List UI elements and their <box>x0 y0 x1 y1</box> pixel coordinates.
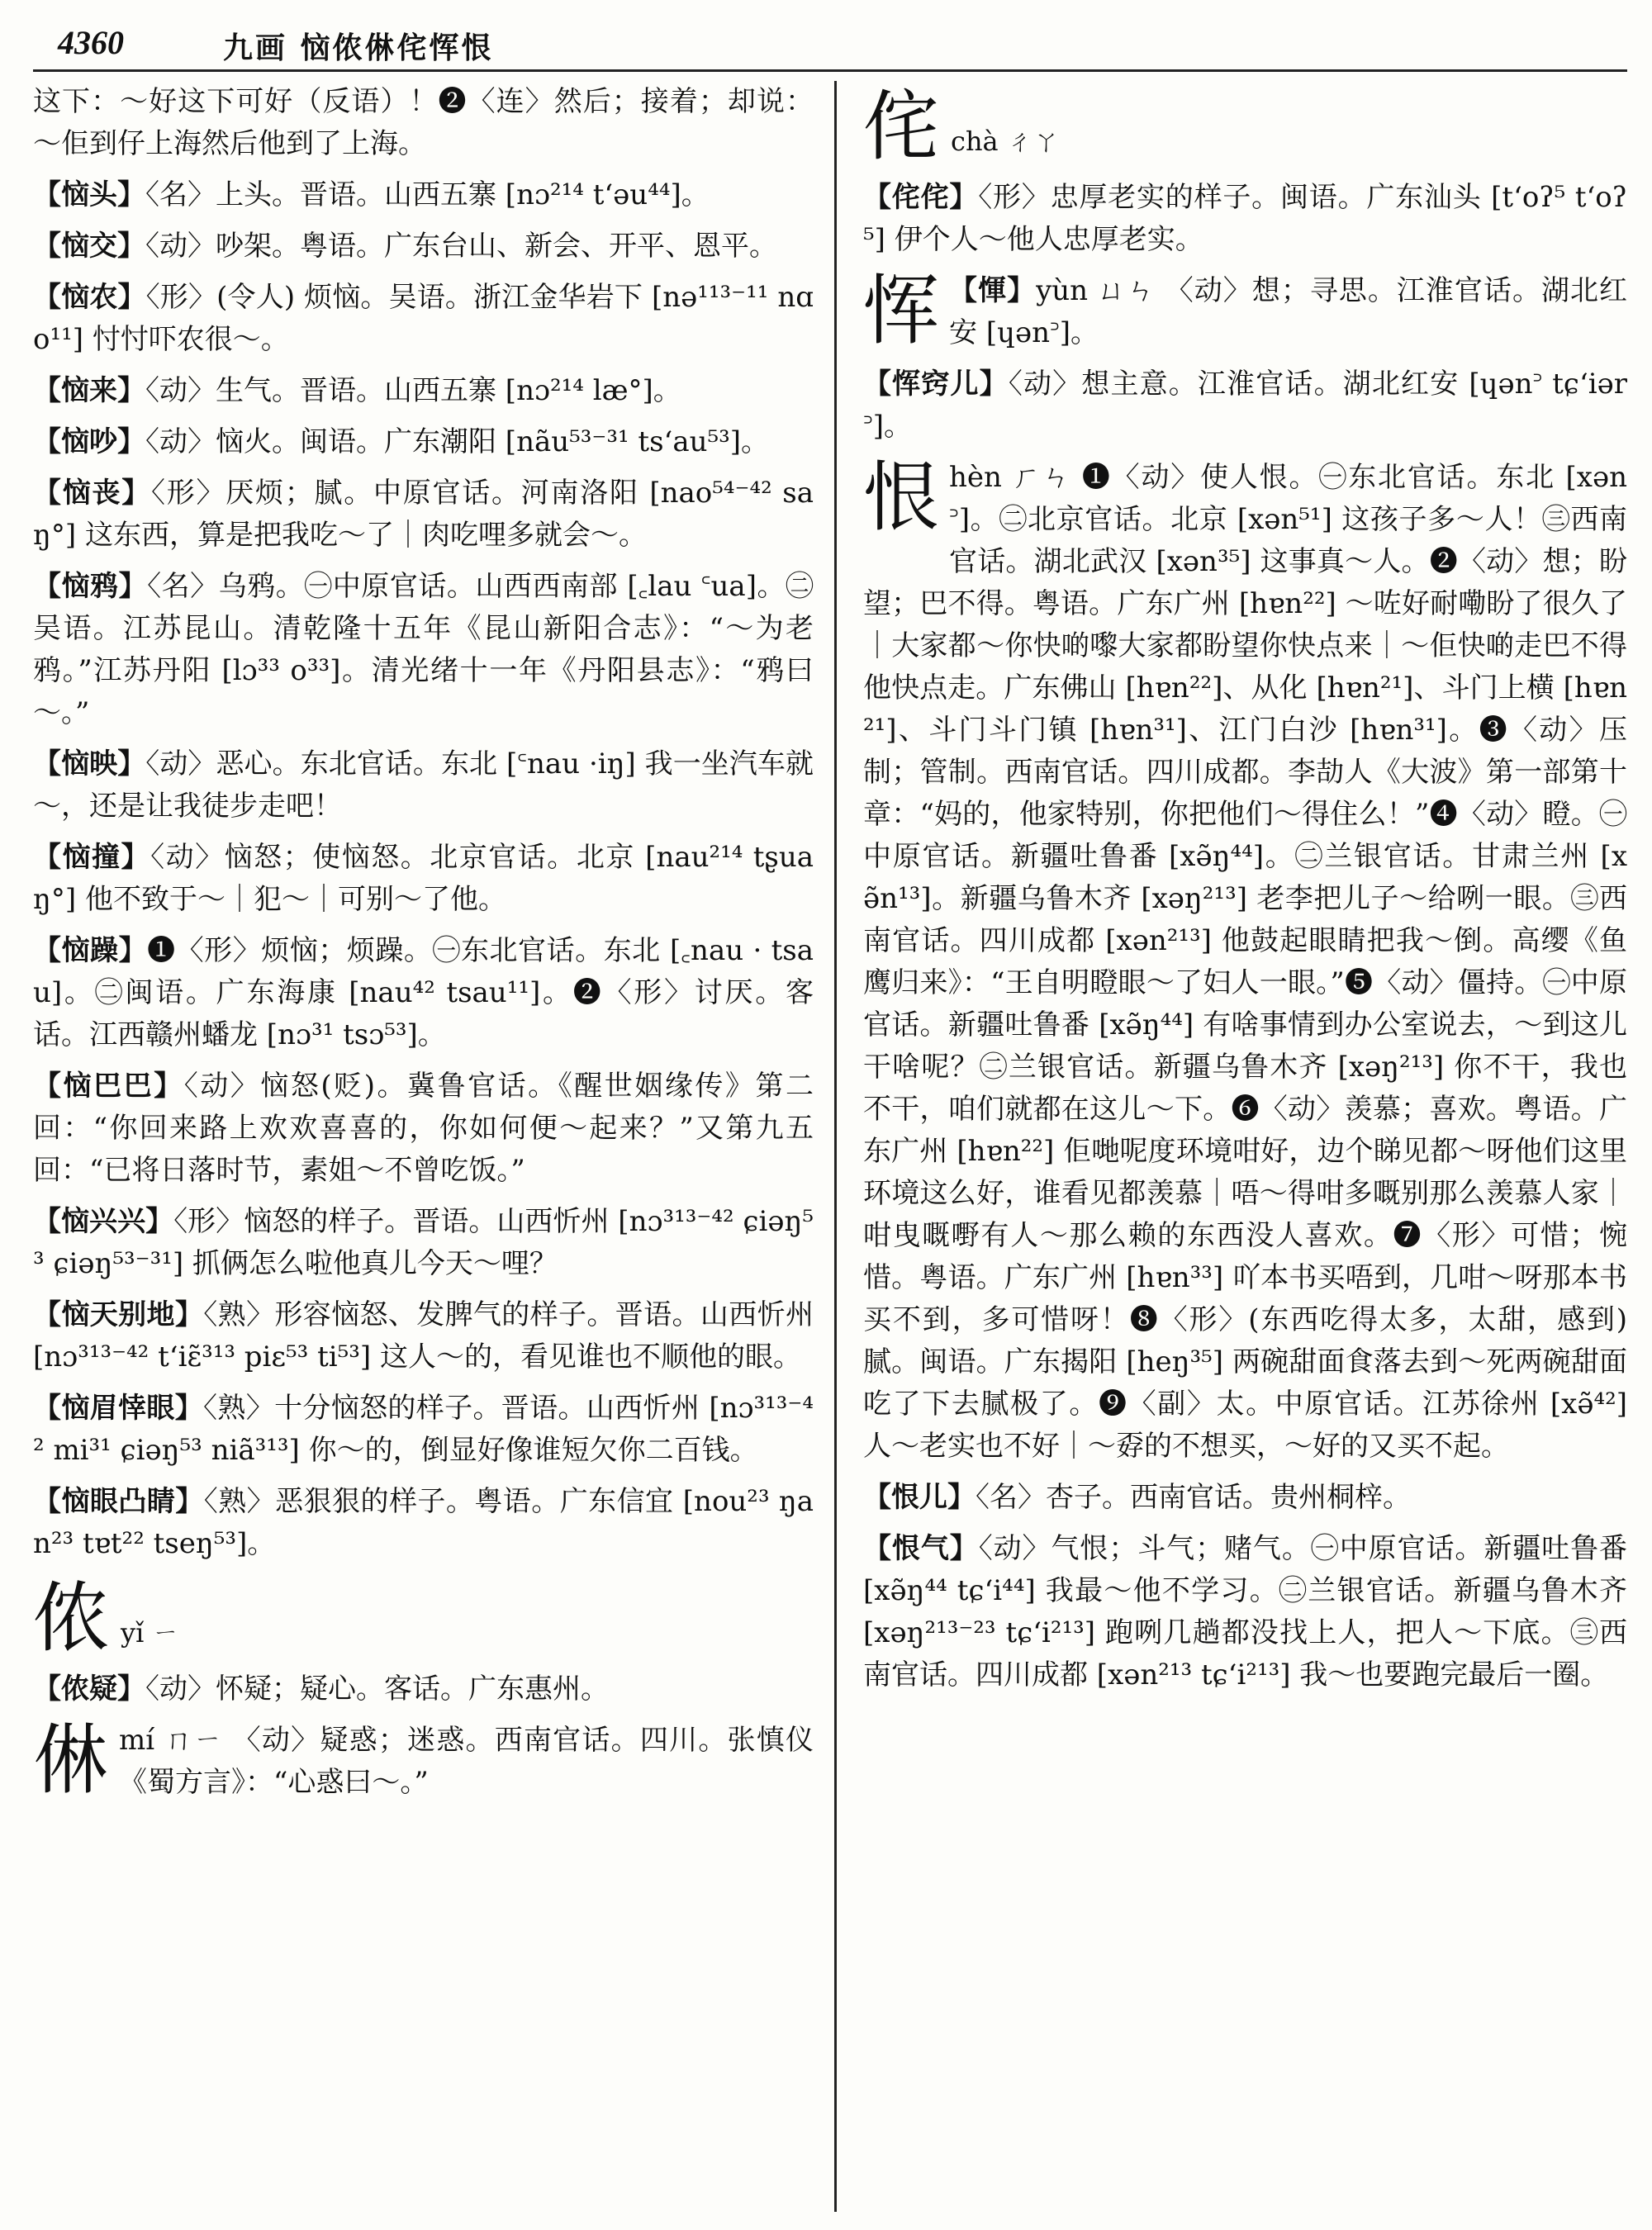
headword: 【恼映】 <box>33 747 146 780</box>
headword: 【恼交】 <box>33 230 145 263</box>
char-heading-nong <box>33 1574 814 1663</box>
headword: 【恼躁】 <box>33 934 148 967</box>
entry: 【恼巴巴】〈动〉恼怒(贬)。冀鲁官话。《醒世姻缘传》第二回：“你回来路上欢欢喜喜的，你如何便～起来？”又第九五回：“已将日落时节，素姐～不曾吃饭。” <box>33 1070 814 1187</box>
head-character: 侬 <box>33 1574 110 1663</box>
definition: hèn ㄏㄣ ❶〈动〉使人恨。㊀东北官话。东北 [xən꜄]。㊁北京官话。北京 [xən⁵¹] 这孩子多～人！㊂西南官话。湖北武汉 [xən³⁵] 这事真～人。❷〈动〉想；盼望；巴不得。粤语。广东广州 [hɐn²²] ～咗好耐嘞盼了很久了｜大家都～你快啲嚟大家都盼望你快点来｜～佢快啲走巴不得他快点走。广东佛山 [hɐn²²]、从化 [hɐn²¹]、斗门上横 [hɐn²¹]、斗门斗门镇 [hɐn³¹]、江门白沙 [hɐn³¹]。❸〈动〉压制；管制。西南官话。四川成都。李劼人《大波》第一部第十章：“妈的，他家特别，你把他们～得住么！”❹〈动〉瞪。㊀中原官话。新疆吐鲁番 [xə̃ŋ⁴⁴]。㊁兰银官话。甘肃兰州 [xə̃n¹³]。新疆乌鲁木齐 [xəŋ²¹³] 老李把儿子～给咧一眼。㊂西南官话。四川成都 [xən²¹³] 他鼓起眼睛把我～倒。高缨《鱼鹰归来》：“王自明瞪眼～了妇人一眼。”❺〈动〉僵持。㊀中原官话。新疆吐鲁番 [xə̃ŋ⁴⁴] 有啥事情到办公室说去，～到这儿干啥呢？㊁兰银官话。新疆乌鲁木齐 [xəŋ²¹³] 你不干，我也不干，咱们就都在这儿～下。❻〈动〉羡慕；喜欢。粤语。广东广州 [hɐn²²] 佢哋呢度环境咁好，边个睇见都～呀他们这里环境这么好，谁看见都羡慕｜唔～得咁多嘅别那么羡慕人家｜咁曳嘅嘢有人～那么赖的东西没人喜欢。❼〈形〉可惜；惋惜。粤语。广东广州 [hɐn³³] 吖本书买唔到，几咁～呀那本书买不到，多可惜呀！❽〈形〉(东西吃得太多，太甜，感到) 腻。闽语。广东揭阳 [heŋ³⁵] 两碗甜面食落去到～死两碗甜面吃了下去腻极了。❾〈副〉太。中原官话。江苏徐州 [xə̃⁴²] 人～老实也不好｜～孬的不想买，～好的又买不起。 <box>863 461 1627 1463</box>
headword: 【恽窍儿】 <box>863 368 1009 401</box>
headword: 【恼头】 <box>33 178 145 211</box>
headword: 【恼吵】 <box>33 425 145 458</box>
header-rule <box>33 69 1627 72</box>
entry: 【恼农】〈形〉(令人) 烦恼。吴语。浙江金华岩下 [nə¹¹³⁻¹¹ nɑo¹¹] 忖忖吓农很～。 <box>33 281 814 356</box>
char-heading-hen <box>863 453 1627 1468</box>
pinyin: chà ㄔㄚ <box>951 126 1060 157</box>
entry: 【恼兴兴】〈形〉恼怒的样子。晋语。山西忻州 [nɔ³¹³⁻⁴² ɕiəŋ⁵³ ɕiəŋ⁵³⁻³¹] 抓俩怎么啦他真儿今天～哩？ <box>33 1205 814 1280</box>
section-title: 九画 恼侬㑣侘恽恨 <box>223 31 494 65</box>
headword: 【恼丧】 <box>33 477 152 510</box>
headword: 【侬疑】 <box>33 1672 145 1706</box>
definition: 【惲】yùn ㄩㄣ 〈动〉想；寻思。江淮官话。湖北红安 [ɥən꜄]。 <box>949 274 1627 349</box>
headword: 【恼鸦】 <box>33 570 148 603</box>
entry: 【恼天别地】〈熟〉形容恼怒、发脾气的样子。晋语。山西忻州 [nɔ³¹³⁻⁴² tʻiɛ̃³¹³ piɛ⁵³ ti⁵³] 这人～的，看见谁也不顺他的眼。 <box>33 1298 814 1374</box>
headword: 【恼巴巴】 <box>33 1070 184 1103</box>
left-column <box>33 81 814 2212</box>
headword: 【恼兴兴】 <box>33 1205 174 1238</box>
entry: 【恨气】〈动〉气恨；斗气；赌气。㊀中原官话。新疆吐鲁番 [xə̃ŋ⁴⁴ tɕʻi⁴⁴] 我最～他不学习。㊁兰银官话。新疆乌鲁木齐 [xəŋ²¹³⁻²³ tɕʻi²¹³] 跑咧几趟都没找上人，把人～下底。㊂西南官话。四川成都 [xən²¹³ tɕʻi²¹³] 我～也要跑完最后一圈。 <box>863 1532 1627 1691</box>
head-character: 侘 <box>863 83 940 171</box>
column-divider <box>834 81 837 2212</box>
headword: 【侘侘】 <box>863 181 979 214</box>
entry: 【恨儿】〈名〉杏子。西南官话。贵州桐梓。 <box>863 1481 1411 1514</box>
headword: 【恼眉悻眼】 <box>33 1392 204 1425</box>
entry: 【恽窍儿】〈动〉想主意。江淮官话。湖北红安 [ɥən꜄ tɕʻiər꜄]。 <box>863 368 1627 443</box>
entry: 【侘侘】〈形〉忠厚老实的样子。闽语。广东汕头 [tʻoʔ⁵ tʻoʔ⁵] 伊个人～他人忠厚老实。 <box>863 181 1627 256</box>
entry: 【恼眉悻眼】〈熟〉十分恼怒的样子。晋语。山西忻州 [nɔ³¹³⁻⁴² mi³¹ ɕiəŋ⁵³ niã³¹³] 你～的，倒显好像谁短欠你二百钱。 <box>33 1392 814 1467</box>
char-heading-mi <box>33 1716 814 1805</box>
definition: 〈动〉疑惑；迷惑。西南官话。四川。张慎仪《蜀方言》：“心惑曰～。” <box>119 1724 814 1799</box>
entry: 【恼交】〈动〉吵架。粤语。广东台山、新会、开平、恩平。 <box>33 230 777 263</box>
pinyin: mí ㄇㄧ <box>119 1724 223 1757</box>
headword: 【恨气】 <box>863 1532 979 1565</box>
headword: 【惲】 <box>949 274 1037 307</box>
entry: 【恼鸦】〈名〉乌鸦。㊀中原官话。山西西南部 [꜀lau ꜂ua]。㊁吴语。江苏昆山。清乾隆十五年《昆山新阳合志》：“～为老鸦。”江苏丹阳 [lɔ³³ o³³]。清光绪十一年《丹阳县志》：“鸦曰～。” <box>33 570 814 729</box>
char-heading-yun <box>863 267 1627 355</box>
head-character: 㑣 <box>33 1716 110 1805</box>
page-header <box>33 18 1627 68</box>
entry: 【恼头】〈名〉上头。晋语。山西五寨 [nɔ²¹⁴ tʻəu⁴⁴]。 <box>33 178 710 211</box>
headword: 【恼天别地】 <box>33 1298 204 1331</box>
page-number: 4360 <box>58 24 124 61</box>
entry: 【侬疑】〈动〉怀疑；疑心。客话。广东惠州。 <box>33 1672 609 1706</box>
right-column <box>863 81 1627 2212</box>
entry: 这下：～好这下可好（反语）！❷〈连〉然后；接着；却说：～佢到仔上海然后他到了上海。 <box>33 85 814 160</box>
entry: 【恼吵】〈动〉恼火。闽语。广东潮阳 [nãu⁵³⁻³¹ tsʻau⁵³]。 <box>33 425 770 458</box>
entry: 【恼映】〈动〉恶心。东北官话。东北 [꜂nau ·iŋ] 我一坐汽车就～，还是让我徒步走吧！ <box>33 747 814 823</box>
headword: 【恼撞】 <box>33 841 151 874</box>
headword: 【恼农】 <box>33 281 146 314</box>
headword: 【恼来】 <box>33 374 145 407</box>
char-heading-cha <box>863 83 1627 172</box>
entry: 【恼丧】〈形〉厌烦；腻。中原官话。河南洛阳 [nao⁵⁴⁻⁴² saŋ°] 这东西，算是把我吃～了｜肉吃哩多就会～。 <box>33 477 814 552</box>
entry: 【恼躁】❶〈形〉烦恼；烦躁。㊀东北官话。东北 [꜀nau · tsau]。㊁闽语。广东海康 [nau⁴² tsau¹¹]。❷〈形〉讨厌。客话。江西赣州蟠龙 [nɔ³¹ tsɔ⁵³]。 <box>33 934 814 1051</box>
headword: 【恼眼凸睛】 <box>33 1485 204 1518</box>
entry: 【恼撞】〈动〉恼怒；使恼怒。北京官话。北京 [nau²¹⁴ tʂuaŋ°] 他不致于～｜犯～｜可别～了他。 <box>33 841 814 916</box>
entry: 【恼来】〈动〉生气。晋语。山西五寨 [nɔ²¹⁴ læ°]。 <box>33 374 681 407</box>
pinyin: yǐ ㄧ <box>121 1617 179 1649</box>
entry: 【恼眼凸睛】〈熟〉恶狠狠的样子。粤语。广东信宜 [nou²³ ŋan²³ tɐt²² tseŋ⁵³]。 <box>33 1485 814 1560</box>
headword: 【恨儿】 <box>863 1481 976 1514</box>
head-character: 恽 <box>863 267 940 355</box>
head-character: 恨 <box>863 453 940 542</box>
